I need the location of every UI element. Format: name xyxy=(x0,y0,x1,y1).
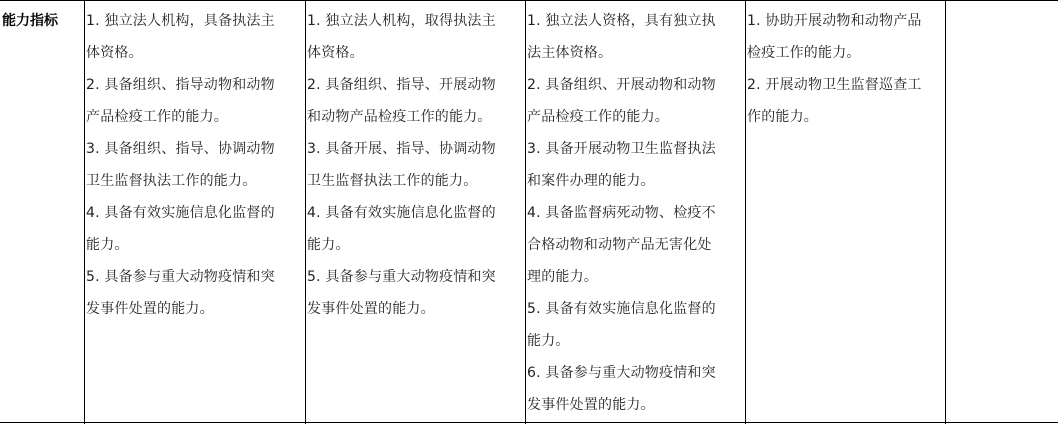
text-line: 和动物产品检疫工作的能力。 xyxy=(307,109,492,125)
text-line: 2. 具备组织、开展动物和动物 xyxy=(527,77,716,93)
text-line: 5. 具备有效实施信息化监督的 xyxy=(527,301,716,317)
text-line: 2. 具备组织、指导、开展动物 xyxy=(307,77,496,93)
text-line: 产品检疫工作的能力。 xyxy=(86,109,228,125)
text-line: 作的能力。 xyxy=(747,109,818,125)
text-line: 发事件处置的能力。 xyxy=(86,301,214,317)
text-line: 4. 具备有效实施信息化监督的 xyxy=(86,205,275,221)
text-line: 1. 协助开展动物和动物产品 xyxy=(747,13,922,29)
text-line: 法主体资格。 xyxy=(527,45,613,61)
text-line: 和案件办理的能力。 xyxy=(527,173,655,189)
text-line: 3. 具备组织、指导、协调动物 xyxy=(86,141,275,157)
text-line: 产品检疫工作的能力。 xyxy=(527,109,669,125)
text-line: 理的能力。 xyxy=(527,269,598,285)
row-label: 能力指标 xyxy=(2,13,58,29)
text-line: 合格动物和动物产品无害化处 xyxy=(527,237,712,253)
column-divider xyxy=(84,1,85,424)
text-line: 1. 独立法人机构，具备执法主 xyxy=(86,13,275,29)
column-1 xyxy=(86,5,305,325)
column-2 xyxy=(307,5,525,325)
text-line: 3. 具备开展动物卫生监督执法 xyxy=(527,141,716,157)
column-divider xyxy=(305,1,306,424)
column-3 xyxy=(527,5,745,421)
text-line: 1. 独立法人资格，具有独立执 xyxy=(527,13,716,29)
text-line: 发事件处置的能力。 xyxy=(307,301,435,317)
text-line: 能力。 xyxy=(527,333,570,349)
text-line: 发事件处置的能力。 xyxy=(527,397,655,413)
text-line: 1. 独立法人机构，取得执法主 xyxy=(307,13,496,29)
text-line: 卫生监督执法工作的能力。 xyxy=(307,173,478,189)
column-4 xyxy=(747,5,945,133)
text-line: 4. 具备有效实施信息化监督的 xyxy=(307,205,496,221)
text-line: 2. 开展动物卫生监督巡查工 xyxy=(747,77,922,93)
text-line: 6. 具备参与重大动物疫情和突 xyxy=(527,365,716,381)
text-line: 3. 具备开展、指导、协调动物 xyxy=(307,141,496,157)
text-line: 5. 具备参与重大动物疫情和突 xyxy=(86,269,275,285)
text-line: 能力。 xyxy=(86,237,129,253)
text-line: 检疫工作的能力。 xyxy=(747,45,861,61)
column-divider xyxy=(945,1,946,424)
text-line: 能力。 xyxy=(307,237,350,253)
column-divider xyxy=(525,1,526,424)
text-line: 体资格。 xyxy=(86,45,143,61)
text-line: 5. 具备参与重大动物疫情和突 xyxy=(307,269,496,285)
text-line: 2. 具备组织、指导动物和动物 xyxy=(86,77,275,93)
column-divider xyxy=(745,1,746,424)
text-line: 卫生监督执法工作的能力。 xyxy=(86,173,257,189)
text-line: 4. 具备监督病死动物、检疫不 xyxy=(527,205,716,221)
text-line: 体资格。 xyxy=(307,45,364,61)
